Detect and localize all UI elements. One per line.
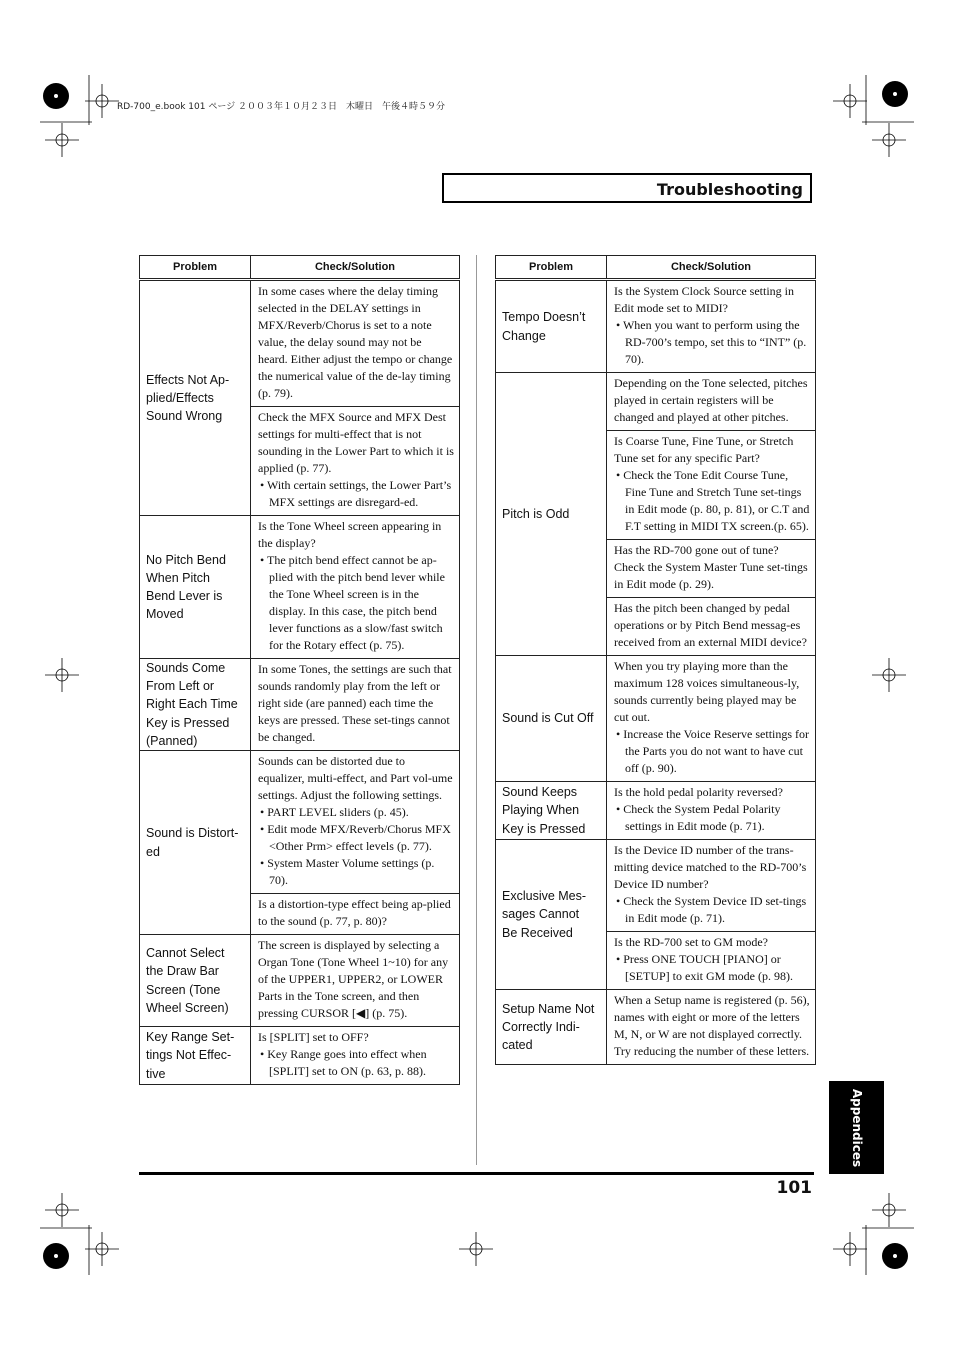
problem-line: Tempo Doesn’t <box>502 310 586 325</box>
solution-text: Check the MFX Source and MFX Dest settings for multi-effect that is not sounding in the Lower Part to which it is applied (p. 77). <box>258 410 454 475</box>
problem-line: Sound is Cut Off <box>502 711 594 726</box>
solution-cell <box>607 840 816 932</box>
problem-cell <box>140 516 251 659</box>
column-divider <box>476 255 477 1165</box>
table-row <box>496 373 816 431</box>
solution-text: Is the Tone Wheel screen appearing in the display? <box>258 519 442 550</box>
problem-cell <box>496 990 607 1065</box>
solution-cell <box>607 373 816 431</box>
problem-line: When Pitch <box>146 570 210 585</box>
problem-line: Sound is Distort- <box>146 826 239 841</box>
solution-bullet: • Key Range goes into effect when [SPLIT] set to ON (p. 63, p. 88). <box>260 1047 427 1079</box>
solution-cell <box>607 782 816 840</box>
table-header-row <box>140 256 460 280</box>
problem-line: Sound Wrong <box>146 409 223 424</box>
problem-cell <box>140 751 251 935</box>
table-row <box>496 280 816 373</box>
solution-cell <box>607 932 816 990</box>
page-number: 101 <box>776 1178 812 1198</box>
solution-cell <box>607 598 816 656</box>
solution-cell <box>607 280 816 373</box>
problem-cell <box>140 1027 251 1085</box>
problem-line: Correctly Indi- <box>502 1019 580 1034</box>
problem-line: Wheel Screen) <box>146 1000 229 1015</box>
problem-line: Moved <box>146 607 184 622</box>
right-troubleshooting-table <box>495 255 816 1065</box>
solution-text: When you try playing more than the maximum 128 voices simultaneous-ly, sounds currently being played may be cut out. <box>614 659 800 724</box>
problem-cell <box>496 840 607 990</box>
solution-text: Is the RD-700 set to GM mode? <box>614 935 768 949</box>
solution-bullet: • When you want to perform using the RD-700’s tempo, set this to “INT” (p. 70). <box>616 318 807 366</box>
problem-line: Right Each Time <box>146 697 238 712</box>
table-row <box>140 1027 460 1085</box>
header-problem: Problem <box>496 256 607 280</box>
problem-line: Sound Keeps <box>502 785 578 800</box>
problem-line: Pitch is Odd <box>502 506 570 521</box>
solution-cell <box>251 1027 460 1085</box>
problem-line: ed <box>146 844 160 859</box>
problem-line: From Left or <box>146 679 215 694</box>
table-row <box>140 280 460 407</box>
solution-bullet: • Check the System Pedal Polarity settings in Edit mode (p. 71). <box>616 802 781 833</box>
problem-line: Change <box>502 328 546 343</box>
footer-rule <box>139 1172 814 1175</box>
problem-cell <box>140 935 251 1027</box>
problem-cell <box>496 373 607 656</box>
solution-text: In some cases where the delay timing selected in the DELAY settings in MFX/Reverb/Chorus is set to a note value, the delay sound may not be heard. Either adjust the tempo or change the numerical value of the de-lay timing (p. 79). <box>258 284 453 400</box>
solution-cell <box>607 990 816 1065</box>
side-tab-label: Appendices <box>849 1088 864 1167</box>
problem-cell <box>496 656 607 782</box>
problem-cell <box>496 280 607 373</box>
problem-line: Screen (Tone <box>146 982 221 997</box>
problem-line: Key is Pressed <box>146 715 230 730</box>
solution-bullet: • Edit mode MFX/Reverb/Chorus MFX <Other Prm> effect levels (p. 77). <box>260 822 451 854</box>
solution-cell <box>251 280 460 407</box>
solution-text: Is [SPLIT] set to OFF? <box>258 1030 369 1045</box>
solution-cell <box>251 751 460 894</box>
problem-line: Cannot Select <box>146 946 225 961</box>
problem-line: Playing When <box>502 803 580 818</box>
solution-bullet: • Press ONE TOUCH [PIANO] or [SETUP] to exit GM mode (p. 98). <box>616 952 793 983</box>
solution-text: Sounds can be distorted due to equalizer, multi-effect, and Part vol-ume settings. Adjust the following settings. <box>258 754 453 803</box>
table-row <box>496 782 816 840</box>
problem-line: Bend Lever is <box>146 589 223 603</box>
problem-cell <box>140 659 251 751</box>
solution-text: Depending on the Tone selected, pitches played in certain registers will be changed and played at other pitches. <box>614 376 808 424</box>
section-title-box <box>442 173 812 203</box>
problem-line: Key Range Set- <box>146 1030 235 1045</box>
solution-text: Is the System Clock Source setting in Edit mode set to MIDI? <box>614 284 794 315</box>
problem-line: Be Received <box>502 925 573 940</box>
table-row <box>496 990 816 1065</box>
section-title: Troubleshooting <box>656 180 803 199</box>
solution-text: Is the Device ID number of the trans-mitting device matched to the RD-700’s Device ID number? <box>614 843 807 891</box>
problem-line: Exclusive Mes- <box>502 889 587 904</box>
table-header-row <box>496 256 816 280</box>
solution-text: The screen is displayed by selecting a Organ Tone (Tone Wheel 1~10) for any of the UPPER1, UPPER2, or LOWER Parts in the Tone screen, and then pressing CURSOR [◀] (p. 75). <box>258 938 449 1021</box>
solution-bullet: • Increase the Voice Reserve settings for the Parts you do not want to have cut off (p. 90). <box>616 727 810 775</box>
problem-cell <box>140 280 251 516</box>
solution-cell <box>607 656 816 782</box>
solution-cell <box>607 431 816 540</box>
problem-line: the Draw Bar <box>146 964 219 979</box>
problem-line: Sounds Come <box>146 661 226 675</box>
table-row <box>140 516 460 659</box>
problem-line: (Panned) <box>146 733 198 748</box>
header-problem: Problem <box>140 256 251 280</box>
solution-text: When a Setup name is registered (p. 56), names with eight or more of the letters M, N, or W are not displayed correctly. Try reducing the number of these letters. <box>614 993 810 1058</box>
solution-text: Has the pitch been changed by pedal operations or by Pitch Bend messag-es received from an external MIDI device? <box>614 601 807 649</box>
problem-line: tive <box>146 1066 166 1081</box>
problem-cell <box>496 782 607 840</box>
header-solution: Check/Solution <box>607 256 816 280</box>
problem-line: tings Not Effec- <box>146 1048 232 1063</box>
problem-line: No Pitch Bend <box>146 552 226 567</box>
problem-line: plied/Effects <box>146 390 214 405</box>
solution-bullet: • The pitch bend effect cannot be ap-plied with the pitch bend lever while the Tone Wheel screen is in the display. In this case, the pitch bend lever functions as a slow/fast switch for the Rotary effect (p. 75). <box>260 553 445 652</box>
solution-cell <box>251 894 460 935</box>
solution-bullet: • Check the System Device ID set-tings in Edit mode (p. 71). <box>616 894 807 925</box>
problem-line: Key is Pressed <box>502 821 586 836</box>
left-troubleshooting-table <box>139 255 460 1085</box>
table-row <box>140 751 460 894</box>
solution-text: Has the RD-700 gone out of tune? Check the System Master Tune set-tings in Edit mode (p. 29). <box>614 543 808 591</box>
problem-line: Effects Not Ap- <box>146 372 230 387</box>
solution-cell <box>251 516 460 659</box>
solution-text: Is a distortion-type effect being ap-plied to the sound (p. 77, p. 80)? <box>258 897 451 929</box>
problem-line: cated <box>502 1038 533 1053</box>
side-tab <box>829 1081 884 1174</box>
solution-cell <box>251 935 460 1027</box>
solution-text: In some Tones, the settings are such that sounds randomly play from the left or right side (are panned) each time the keys are pressed. These set-tings cannot be changed. <box>258 662 452 744</box>
table-row <box>496 840 816 932</box>
solution-bullet: • System Master Volume settings (p. 70). <box>260 856 435 888</box>
solution-cell <box>607 540 816 598</box>
problem-line: Setup Name Not <box>502 1001 595 1016</box>
solution-bullet: • Check the Tone Edit Course Tune, Fine Tune and Stretch Tune set-tings in Edit mode (p. 80, p. 81), or C.T and F.T setting in MIDI TX screen.(p. 65). <box>616 468 810 533</box>
table-row <box>496 656 816 782</box>
solution-bullet: • PART LEVEL sliders (p. 45). <box>260 805 409 820</box>
solution-cell <box>251 407 460 516</box>
table-row <box>140 659 460 751</box>
problem-line: sages Cannot <box>502 907 580 922</box>
file-info-line: RD-700_e.book 101 ページ ２００３年１０月２３日 木曜日 午後４時５９分 <box>117 102 446 112</box>
solution-bullet: • With certain settings, the Lower Part’s MFX settings are disregard-ed. <box>260 478 452 509</box>
solution-text: Is the hold pedal polarity reversed? <box>614 785 783 799</box>
table-row <box>140 935 460 1027</box>
solution-cell <box>251 659 460 751</box>
solution-text: Is Coarse Tune, Fine Tune, or Stretch Tune set for any specific Part? <box>614 434 794 465</box>
header-solution: Check/Solution <box>251 256 460 280</box>
